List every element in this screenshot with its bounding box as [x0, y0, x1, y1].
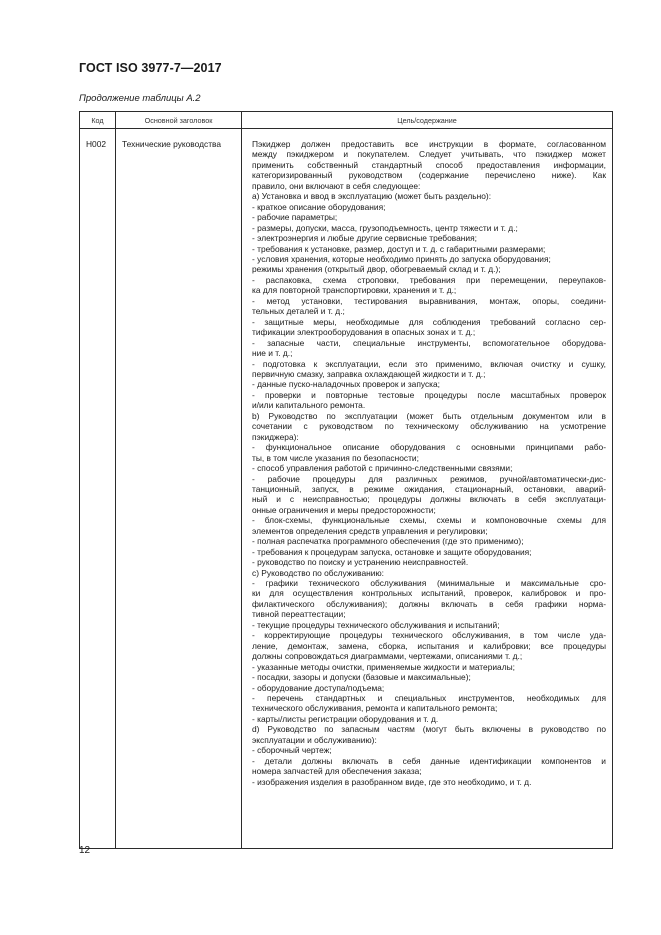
content-line: между пэкиджером и покупателем. Следует учитывать, что пэкиджер может	[252, 149, 606, 160]
content-line: - графики технического обслуживания (минимальные и максимальные сро-	[252, 578, 606, 589]
content-line: пэкиджера):	[252, 431, 299, 442]
content-line: онные ограничения и меры предосторожности;	[252, 504, 436, 515]
content-line: режимы хранения (открытый двор, обогреваемый склад и т. д.);	[252, 264, 501, 275]
content-line: - перечень стандартных и специальных инструментов, необходимых для	[252, 693, 606, 704]
content-line: применить собственный стандартный способ предоставления информации,	[252, 159, 606, 170]
content-line: - требования к процедурам запуска, остановке и защите оборудования;	[252, 546, 532, 557]
content-line: сочетании с руководством по техническому обслуживанию на усмотрение	[252, 421, 606, 432]
content-line: - запасные части, специальные инструменты, вспомогательное оборудова-	[252, 337, 606, 348]
content-line: - метод установки, тестирования выравнивания, монтаж, опоры, соедини-	[252, 295, 606, 306]
content-line: ки для осуществления контрольных испытаний, проверок, калибровок и про-	[252, 588, 606, 599]
column-header-heading: Основной заголовок	[116, 112, 242, 129]
content-line: тельных деталей и т. д.;	[252, 306, 345, 317]
content-line: ние и т. д.;	[252, 348, 293, 359]
content-line: - посадки, зазоры и допуски (базовые и максимальные);	[252, 672, 471, 683]
content-line: эксплуатации и обслуживанию):	[252, 734, 377, 745]
standard-title: ГОСТ ISO 3977-7—2017	[79, 61, 222, 75]
content-line: - рабочие параметры;	[252, 212, 338, 223]
content-line: - сборочный чертеж;	[252, 745, 332, 756]
content-line: - детали должны включать в себя данные идентификации компонентов и	[252, 755, 606, 766]
content-line: ты, в том числе указания по безопасности;	[252, 452, 419, 463]
content-line: - рабочие процедуры для различных режимов, ручной/автоматически-дис-	[252, 473, 606, 484]
content-line: - защитные меры, необходимые для соблюдения требований согласно сер-	[252, 316, 606, 327]
content-line: - требования к установке, размер, доступ и т. д. с габаритными размерами;	[252, 243, 546, 254]
content-line: - подготовка к эксплуатации, если это применимо, включая очистку и сушку,	[252, 358, 606, 369]
content-line: - функциональное описание оборудования с основными принципами рабо-	[252, 442, 606, 453]
content-line: - условия хранения, которые необходимо принять до запуска оборудования;	[252, 253, 551, 264]
content-line: первичную смазку, заправка охлаждающей жидкости и т. д.;	[252, 368, 486, 379]
column-header-code: Код	[80, 112, 116, 129]
page-number: 12	[79, 845, 91, 856]
content-line: - способ управления работой с причинно-следственными связями;	[252, 463, 513, 474]
content-line: a) Установка и ввод в эксплуатацию (может быть раздельно):	[252, 191, 492, 202]
content-line: ка для повторной транспортировки, хранения и т. д.;	[252, 285, 457, 296]
content-line: - электроэнергия и любые другие сервисные требования;	[252, 233, 477, 244]
content-line: - данные пуско-наладочных проверок и запуска;	[252, 379, 440, 390]
content-line: - изображения изделия в разобранном виде, где это необходимо, и т. д.	[252, 776, 532, 787]
content-line: - корректирующие процедуры технического обслуживания, в том числе уда-	[252, 630, 606, 641]
table-row	[80, 129, 613, 849]
content-line: элементов определения средств управления и регулировки;	[252, 525, 488, 536]
content-line: - полная распечатка программного обеспечения (где это применимо);	[252, 536, 524, 547]
content-line: - карты/листы регистрации оборудования и т. д.	[252, 713, 439, 724]
content-line: тивной переаттестации;	[252, 609, 346, 620]
content-line: номера запчастей для обеспечения заказа;	[252, 766, 422, 777]
content-line: тификации электрооборудования в опасных зонах и т. д.;	[252, 327, 476, 338]
requirements-table	[79, 111, 613, 849]
content-line: Пэкиджер должен предоставить все инструкции в формате, согласованном	[252, 139, 606, 149]
content-line: должны сопровождаться диаграммами, чертежами, описаниями т. д.;	[252, 651, 523, 662]
content-line: - краткое описание оборудования;	[252, 201, 386, 212]
row-heading: Технические руководства	[116, 129, 242, 849]
content-line: - оборудование доступа/подъема;	[252, 682, 385, 693]
content-line: ный и с неисправностью; процедуры должны включать в себя эксплуатаци-	[252, 494, 606, 505]
row-content	[242, 129, 613, 849]
content-line: - указанные методы очистки, применяемые жидкости и материалы;	[252, 661, 515, 672]
content-line: категоризированный руководством (содержание перечислено ниже). Как	[252, 170, 606, 181]
content-line: c) Руководство по обслуживанию:	[252, 567, 385, 578]
content-line: - распаковка, схема строповки, требования при перемещении, переупаков-	[252, 274, 606, 285]
content-line: - текущие процедуры технического обслуживания и испытаний;	[252, 619, 500, 630]
content-line: - руководство по поиску и устранению неисправностей.	[252, 557, 469, 568]
content-line: танционный, запуск, в режиме ожидания, стационарный, остановки, аварий-	[252, 483, 606, 494]
content-line: ление, демонтаж, замена, сборка, испытания и калибровки; все процедуры	[252, 640, 606, 651]
table-header-row	[80, 112, 613, 129]
content-line: - проверки и повторные тестовые процедуры после масштабных проверок	[252, 389, 606, 400]
content-line: и/или капитального ремонта.	[252, 400, 366, 411]
content-line: d) Руководство по запасным частям (могут быть включены в руководство по	[252, 724, 606, 735]
content-line: технического обслуживания, ремонта и капитального ремонта;	[252, 703, 498, 714]
content-lines	[252, 139, 606, 787]
content-line: - размеры, допуски, масса, грузоподъемность, центр тяжести и т. д.;	[252, 222, 518, 233]
content-line: филактического обслуживания); должны включать в себя графики норма-	[252, 598, 606, 609]
content-line: правило, они включают в себя следующее:	[252, 180, 421, 191]
row-code: H002	[80, 129, 116, 849]
content-line: b) Руководство по эксплуатации (может быть отдельным документом или в	[252, 410, 606, 421]
table-continuation-caption: Продолжение таблицы А.2	[79, 93, 201, 104]
content-line: - блок-схемы, функциональные схемы, схемы и компоновочные схемы для	[252, 515, 606, 526]
column-header-content: Цель/содержание	[242, 112, 613, 129]
